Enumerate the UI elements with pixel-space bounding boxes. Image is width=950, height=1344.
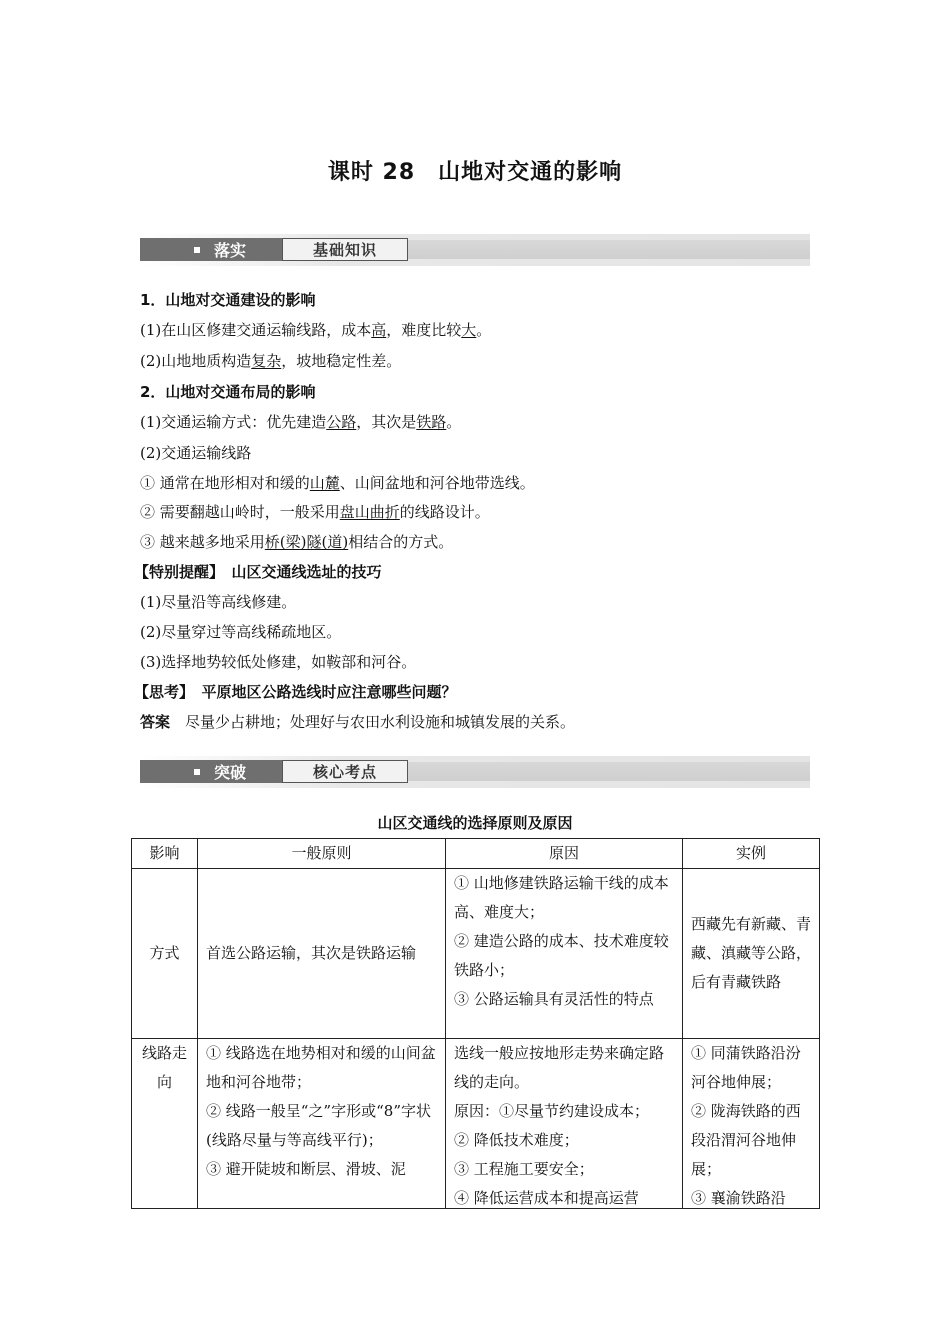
tip-item-2: (2)尽量穿过等高线稀疏地区。	[140, 623, 342, 641]
reason-cell: ① 山地修建铁路运输干线的成本高、难度大； ② 建造公路的成本、技术难度较铁路小； ③ 公路运输具有灵活性的特点	[446, 869, 683, 1039]
paragraph-6: ② 需要翻越山岭时，一般采用盘山曲折的线路设计。	[140, 503, 490, 521]
tip-item-3: (3)选择地势较低处修建，如鞍部和河谷。	[140, 653, 417, 671]
heading-2: 2．山地对交通布局的影响	[140, 383, 316, 401]
example-cell: ① 同蒲铁路沿汾河谷地伸展； ② 陇海铁路的西段沿渭河谷地伸展； ③ 襄渝铁路沿	[683, 1039, 820, 1209]
table-header: 影响	[132, 839, 198, 869]
paragraph-2: (2)山地地质构造复杂，坡地稳定性差。	[140, 352, 402, 370]
example-cell: 西藏先有新藏、青藏、滇藏等公路，后有青藏铁路	[683, 869, 820, 1039]
think-question: 【思考】 平原地区公路选线时应注意哪些问题？	[134, 683, 457, 701]
table-caption: 山区交通线的选择原则及原因	[377, 814, 573, 832]
principle-cell: 首选公路运输，其次是铁路运输	[198, 869, 446, 1039]
tip-item-1: (1)尽量沿等高线修建。	[140, 593, 297, 611]
reason-cell: 选线一般应按地形走势来确定路线的走向。 原因：①尽量节约建设成本； ② 降低技术难度； ③ 工程施工要安全； ④ 降低运营成本和提高运营	[446, 1039, 683, 1209]
square-bullet-icon	[194, 247, 200, 253]
table-row	[132, 869, 820, 1039]
paragraph-4: (2)交通运输线路	[140, 444, 252, 462]
table-row	[132, 1039, 820, 1209]
paragraph-1: (1)在山区修建交通运输线路，成本高，难度比较大。	[140, 321, 492, 339]
paragraph-5: ① 通常在地形相对和缓的山麓、山间盆地和河谷地带选线。	[140, 474, 535, 492]
tip-heading: 【特别提醒】 山区交通线选址的技巧	[134, 563, 382, 581]
banner-dark-tag: 突破	[140, 760, 282, 783]
paragraph-7: ③ 越来越多地采用桥(梁)隧(道)相结合的方式。	[140, 533, 454, 551]
page-title: 课时 28 山地对交通的影响	[327, 160, 623, 185]
table-header: 一般原则	[198, 839, 446, 869]
banner-light-tag: 基础知识	[282, 238, 408, 261]
row-label: 方式	[132, 869, 198, 1039]
row-label: 线路走向	[132, 1039, 198, 1209]
square-bullet-icon	[194, 769, 200, 775]
principle-cell: ① 线路选在地势相对和缓的山间盆地和河谷地带； ② 线路一般呈“之”字形或“8”字状(线路尽量与等高线平行)； ③ 避开陡坡和断层、滑坡、泥	[198, 1039, 446, 1209]
principles-table	[131, 838, 820, 1209]
table-header: 实例	[683, 839, 820, 869]
table-header: 原因	[446, 839, 683, 869]
heading-1: 1．山地对交通建设的影响	[140, 291, 316, 309]
think-answer: 答案 尽量少占耕地；处理好与农田水利设施和城镇发展的关系。	[140, 713, 576, 731]
banner-dark-tag: 落实	[140, 238, 282, 261]
paragraph-3: (1)交通运输方式：优先建造公路，其次是铁路。	[140, 413, 462, 431]
section-banner-basic	[140, 234, 810, 266]
banner-light-tag: 核心考点	[282, 760, 408, 783]
table-header-row	[132, 839, 820, 869]
section-banner-core	[140, 756, 810, 788]
